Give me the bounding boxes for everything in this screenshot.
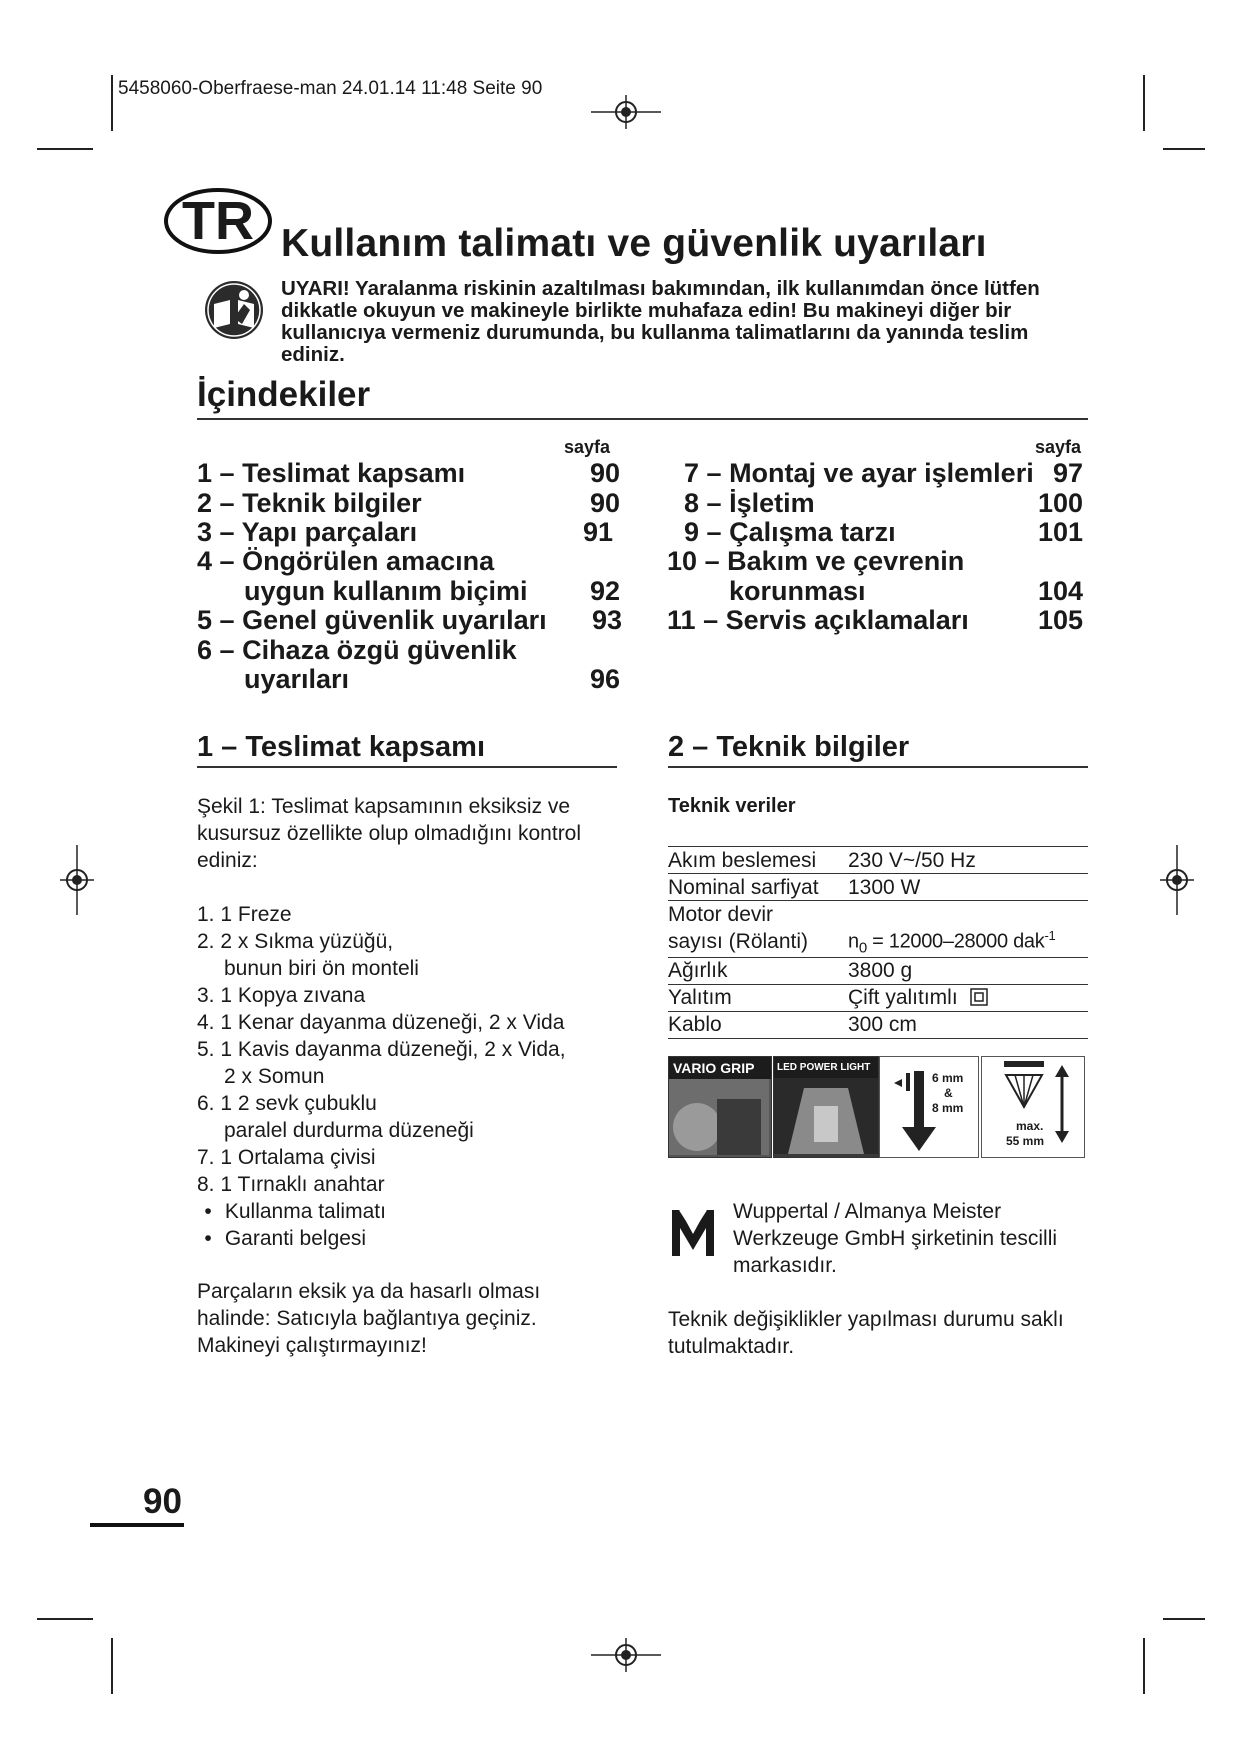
page-title: Kullanım talimatı ve güvenlik uyarıları [281, 222, 987, 265]
divider [197, 766, 617, 768]
toc-entry[interactable]: 11 – Servis açıklamaları [667, 605, 969, 635]
spec-label: Motor devir [668, 901, 848, 928]
list-item: 4. 1 Kenar dayanma düzeneği, 2 x Vida [197, 1011, 565, 1034]
section-heading: 1 – Teslimat kapsamı [197, 731, 486, 763]
page-number-underline [90, 1523, 184, 1527]
spec-subheading: Teknik veriler [668, 795, 796, 817]
list-item: 2. 2 x Sıkma yüzüğü, [197, 930, 394, 953]
registration-mark-icon [591, 1638, 661, 1672]
delivery-intro: Şekil 1: Teslimat kapsamının eksiksiz ve kusursuz özellikte olup olmadığını kontrol ediniz: [197, 795, 582, 872]
list-item: • Garanti belgesi [204, 1227, 367, 1250]
language-code: TR [182, 191, 254, 251]
spec-row [668, 927, 1088, 957]
list-item: 8. 1 Tırnaklı anahtar [197, 1173, 385, 1196]
toc-entry-page: 90 [589, 488, 620, 518]
led-light-feature: LED POWER LIGHT [773, 1056, 879, 1158]
toc-entry-page: 105 [1037, 605, 1083, 635]
toc-page-label: sayfa [564, 437, 611, 457]
crop-mark [37, 148, 93, 150]
toc-entry-continuation: uyarıları [244, 664, 350, 694]
toc-entry-continuation: korunması [729, 576, 866, 606]
spec-row [668, 874, 1088, 901]
missing-parts-note: Parçaların eksik ya da hasarlı olması halinde: Satıcıyla bağlantıya geçiniz. Makineyi çalıştırmayınız! [197, 1280, 541, 1357]
spec-value: 1300 W [848, 874, 1088, 901]
page-number: 90 [143, 1482, 182, 1521]
toc-entry-continuation: uygun kullanım biçimi [244, 576, 528, 606]
toc-entry-page: 96 [589, 664, 620, 694]
delivery-list [197, 901, 566, 1252]
toc-entry[interactable]: 10 – Bakım ve çevrenin [667, 546, 965, 576]
spec-row [668, 901, 1088, 928]
list-item-continuation: bunun biri ön monteli [224, 957, 419, 980]
crop-mark [111, 75, 113, 131]
toc-entry-page: 90 [589, 458, 620, 488]
spec-value: $n_0 = 12000-28000$ dak$^{-1}$ [848, 928, 1056, 957]
toc-entry[interactable]: 2 – Teknik bilgiler [197, 488, 422, 518]
toc-entry-page: 104 [1037, 576, 1083, 606]
spec-row [668, 847, 1088, 874]
spec-label: Yalıtım [668, 984, 848, 1011]
list-item: 3. 1 Kopya zıvana [197, 984, 366, 1007]
toc-entry[interactable]: 7 – Montaj ve ayar işlemleri [684, 458, 1034, 488]
list-item: 5. 1 Kavis dayanma düzeneği, 2 x Vida, [197, 1038, 566, 1061]
technical-changes-note: Teknik değişiklikler yapılması durumu saklı tutulmaktadır. [668, 1308, 1064, 1358]
registration-mark-icon [60, 845, 94, 915]
toc-entry-page: 101 [1037, 517, 1083, 547]
toc-entry-page: 100 [1037, 488, 1083, 518]
language-badge [163, 187, 273, 255]
grip-image-icon [669, 1079, 769, 1155]
toc-page-label: sayfa [1035, 437, 1082, 457]
toc-entry[interactable]: 8 – İşletim [684, 488, 815, 518]
trademark-note: Wuppertal / Almanya Meister Werkzeuge GmbH şirketinin tescilli markasıdır. [733, 1200, 1058, 1277]
led-image-icon [774, 1078, 878, 1154]
spec-value: 300 cm [848, 1011, 1088, 1038]
spec-label: Akım beslemesi [668, 847, 848, 874]
cutting-depth-feature: max. 55 mm [981, 1056, 1085, 1158]
toc-entry-page: 97 [1052, 458, 1083, 488]
collet-size-feature: 6 mm & 8 mm [879, 1056, 979, 1158]
toc-entry-page: 92 [589, 576, 620, 606]
list-item: • Kullanma talimatı [204, 1200, 386, 1223]
spec-label: Nominal sarfiyat [668, 874, 848, 901]
spec-row [668, 984, 1088, 1011]
toc-entry[interactable]: 4 – Öngörülen amacına [197, 546, 495, 576]
vario-grip-feature: VARIO GRIP [668, 1056, 772, 1158]
toc-heading: İçindekiler [197, 375, 371, 414]
list-item: 7. 1 Ortalama çivisi [197, 1146, 376, 1169]
registration-mark-icon [591, 95, 661, 129]
spec-row [668, 1011, 1088, 1038]
safety-warning: UYARI! Yaralanma riskinin azaltılması bakımından, ilk kullanımdan önce lütfen dikkatle okuyun ve makineyle birlikte muhafaza edin! Bu makineyi diğer bir kullanıcıya vermeniz durumunda, bu kullanma talimatlarını da yanında teslim ediniz. [281, 277, 1040, 366]
toc-entry-page: 93 [591, 605, 622, 635]
spec-value: 230 V~/50 Hz [848, 847, 1088, 874]
crop-mark [1143, 1638, 1145, 1694]
crop-mark [1163, 148, 1205, 150]
spec-value: 3800 g [848, 957, 1088, 984]
toc-entry[interactable]: 3 – Yapı parçaları [197, 517, 418, 547]
spec-value: Çift yalıtımlı [848, 984, 1088, 1011]
list-item: 1. 1 Freze [197, 903, 292, 926]
read-manual-icon [204, 280, 264, 340]
crop-mark [1143, 75, 1145, 131]
registration-mark-icon [1160, 845, 1194, 915]
crop-mark [111, 1638, 113, 1694]
toc-entry[interactable]: 6 – Cihaza özgü güvenlik [197, 635, 517, 665]
list-item: 6. 1 2 sevk çubuklu [197, 1092, 377, 1115]
spec-label: Ağırlık [668, 957, 848, 984]
toc-entry-page: 91 [582, 517, 613, 547]
print-slug: 5458060-Oberfraese-man 24.01.14 11:48 Seite 90 [118, 78, 543, 99]
toc-entry[interactable]: 9 – Çalışma tarzı [684, 517, 896, 547]
crop-mark [37, 1618, 93, 1620]
spec-row [668, 957, 1088, 984]
divider [668, 766, 1088, 768]
crop-mark [1163, 1618, 1205, 1620]
divider [197, 418, 1088, 420]
list-item-continuation: paralel durdurma düzeneği [224, 1119, 474, 1142]
section-heading: 2 – Teknik bilgiler [668, 731, 910, 763]
list-item-continuation: 2 x Somun [224, 1065, 325, 1088]
toc-entry[interactable]: 1 – Teslimat kapsamı [197, 458, 466, 488]
spec-label: sayısı (Rölanti) [668, 930, 809, 954]
spec-table [668, 846, 1088, 1039]
double-insulation-icon [970, 988, 988, 1006]
spec-label: Kablo [668, 1011, 848, 1038]
toc-entry[interactable]: 5 – Genel güvenlik uyarıları [197, 605, 547, 635]
meister-logo-icon [668, 1206, 718, 1260]
